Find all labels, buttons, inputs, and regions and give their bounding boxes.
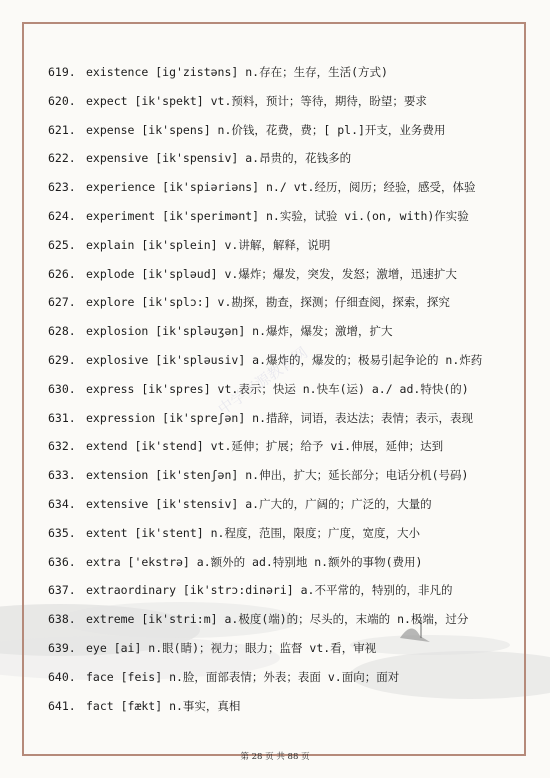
entry-number: 638.: [48, 612, 76, 627]
entry-text: extension [ik'stenʃən] n.伸出，扩大；延长部分；电话分机(号码): [86, 468, 469, 483]
entry-number: 621.: [48, 122, 76, 137]
entry-number: 630.: [48, 381, 76, 396]
entry-number: 636.: [48, 554, 76, 569]
entry-text: express [ik'spres] vt.表示；快运 n.快车(运) a./ ad.特快(的): [86, 381, 469, 396]
entry-number: 622.: [48, 151, 76, 166]
vocab-entry: [48, 609, 468, 629]
entry-text: extraordinary [ik'strɔ:dinəri] a.不平常的，特别的，非凡的: [86, 583, 453, 598]
vocab-entry: [48, 580, 452, 600]
entry-text: extensive [ik'stensiv] a.广大的，广阔的；广泛的，大量的: [86, 497, 432, 511]
watermark-text: 中学资源教育网: [214, 343, 311, 419]
vocab-entry: [48, 148, 351, 168]
vocab-entry: [48, 696, 240, 716]
entry-text: extreme [ik'stri:m] a.极度(端)的；尽头的，末端的 n.极端，过分: [86, 612, 469, 627]
entry-text: expense [ik'spens] n.价钱，花费，费；[ pl.]开支，业务费用: [86, 122, 446, 137]
vocab-entry: [48, 408, 473, 428]
entry-number: 626.: [48, 266, 76, 281]
entry-text: experience [ik'spiəriəns] n./ vt.经历，阅历；经验，感受，体验: [86, 180, 476, 195]
entry-text: expect [ik'spekt] vt.预料，预计；等待，期待，盼望；要求: [86, 93, 427, 108]
entry-text: extend [ik'stend] vt.延伸；扩展；给予 vi.伸展，延伸；达到: [86, 439, 444, 454]
vocab-entry: [48, 264, 457, 284]
entry-number: 633.: [48, 468, 76, 483]
entry-number: 640.: [48, 669, 76, 684]
entry-text: expression [ik'spreʃən] n.措辞，词语，表达法；表情；表示，表现: [86, 410, 474, 425]
entry-number: 634.: [48, 497, 76, 511]
entry-number: 627.: [48, 295, 76, 310]
entry-number: 632.: [48, 439, 76, 454]
entry-text: face [feis] n.脸，面部表情；外表；表面 v.面向；面对: [86, 669, 400, 684]
vocab-entry: [48, 638, 376, 658]
entry-text: eye [ai] n.眼(睛)；视力；眼力；监督 vt.看，审视: [86, 641, 377, 655]
entry-text: explain [ik'splein] v.讲解，解释，说明: [86, 237, 331, 252]
vocab-entry: [48, 206, 469, 226]
entry-number: 620.: [48, 93, 76, 108]
vocab-entry: [48, 62, 388, 82]
entry-number: 619.: [48, 65, 76, 79]
entry-number: 639.: [48, 641, 76, 655]
entry-text: experiment [ik'sperimənt] n.实验，试验 vi.(on, with)作实验: [86, 209, 469, 223]
vocab-entry: [48, 235, 330, 255]
vocab-entry: [48, 667, 399, 687]
entry-text: explosive [ik'spləusiv] a.爆炸的，爆发的；极易引起争论的 n.炸药: [86, 353, 483, 367]
entry-number: 635.: [48, 525, 76, 540]
entry-number: 631.: [48, 410, 76, 425]
vocab-entry: [48, 379, 469, 399]
entry-text: explosion [ik'spləuʒən] n.爆炸，爆发；激增，扩大: [86, 324, 393, 339]
vocab-entry: [48, 494, 432, 514]
vocab-entry: [48, 465, 468, 485]
vocab-entry: [48, 523, 420, 543]
entry-text: existence [ig'zistəns] n.存在；生存，生活(方式): [86, 65, 388, 79]
vocab-entry: [48, 120, 445, 140]
vocab-entry: [48, 552, 422, 572]
vocab-entry: [48, 292, 450, 312]
entry-number: 641.: [48, 698, 76, 713]
entry-text: explode [ik'spləud] v.爆炸；爆发，突发，发怒；激增，迅速扩大: [86, 266, 457, 281]
entry-text: expensive [ik'spensiv] a.昂贵的，花钱多的: [86, 151, 352, 166]
entry-number: 628.: [48, 324, 76, 339]
entry-text: fact [fækt] n.事实，真相: [86, 698, 241, 713]
entry-text: explore [ik'splɔ:] v.勘探，勘查，探测；仔细查阅，探索，探究: [86, 295, 450, 310]
vocab-entry: [48, 91, 427, 111]
entry-number: 637.: [48, 583, 76, 598]
entry-number: 624.: [48, 209, 76, 223]
entry-number: 629.: [48, 353, 76, 367]
vocab-entry: [48, 436, 443, 456]
entry-number: 623.: [48, 180, 76, 195]
vocab-entry: [48, 350, 482, 370]
entry-text: extent [ik'stent] n.程度，范围，限度；广度，宽度，大小: [86, 525, 420, 540]
vocab-entry: [48, 177, 475, 197]
entry-number: 625.: [48, 237, 76, 252]
page-footer: 第 28 页 共 88 页: [240, 752, 310, 762]
entry-text: extra ['ekstrə] a.额外的 ad.特别地 n.额外的事物(费用): [86, 554, 423, 569]
vocab-entry: [48, 321, 393, 341]
